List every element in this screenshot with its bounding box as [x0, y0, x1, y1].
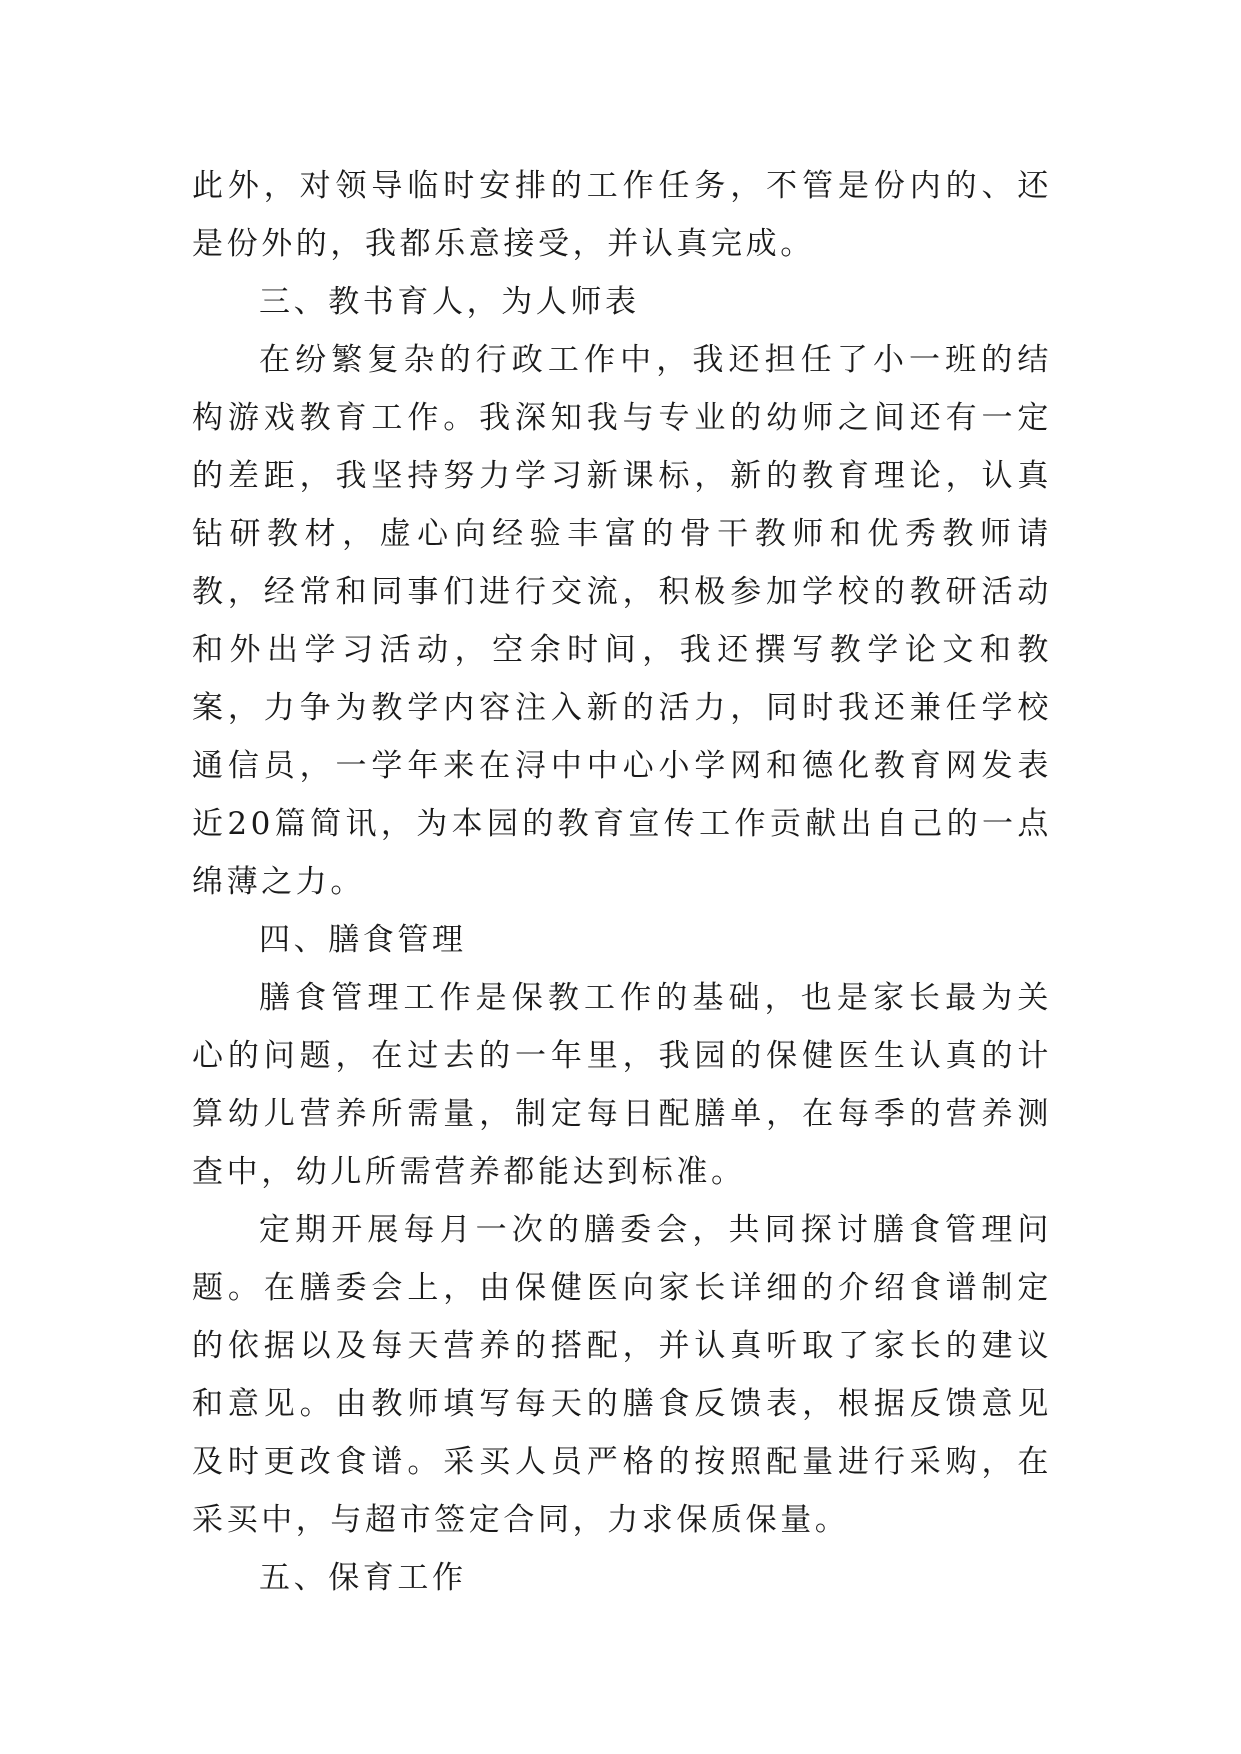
document-body	[192, 157, 1052, 1607]
section-heading-4: 四、膳食管理	[259, 922, 467, 958]
paragraph-meal-management: 膳食管理工作是保教工作的基础，也是家长最为关心的问题，在过去的一年里，我园的保健医生认真的计算幼儿营养所需量，制定每日配膳单，在每季的营养测查中，幼儿所需营养都能达到标准。	[192, 980, 1052, 1190]
paragraph-continued: 此外，对领导临时安排的工作任务，不管是份内的、还是份外的，我都乐意接受，并认真完成。	[192, 168, 1052, 262]
section-heading-3: 三、教书育人，为人师表	[259, 284, 640, 320]
paragraph-teaching: 在纷繁复杂的行政工作中，我还担任了小一班的结构游戏教育工作。我深知我与专业的幼师之间还有一定的差距，我坚持努力学习新课标，新的教育理论，认真钻研教材，虚心向经验丰富的骨干教师和优秀教师请教，经常和同事们进行交流，积极参加学校的教研活动和外出学习活动，空余时间，我还撰写教学论文和教案，力争为教学内容注入新的活力，同时我还兼任学校通信员，一学年来在浔中中心小学网和德化教育网发表近20篇简讯，为本园的教育宣传工作贡献出自己的一点绵薄之力。	[192, 342, 1052, 900]
paragraph-meal-committee: 定期开展每月一次的膳委会，共同探讨膳食管理问题。在膳委会上，由保健医向家长详细的介绍食谱制定的依据以及每天营养的搭配，并认真听取了家长的建议和意见。由教师填写每天的膳食反馈表，根据反馈意见及时更改食谱。采买人员严格的按照配量进行采购，在采买中，与超市签定合同，力求保质保量。	[192, 1212, 1052, 1538]
section-heading-5: 五、保育工作	[259, 1560, 467, 1596]
